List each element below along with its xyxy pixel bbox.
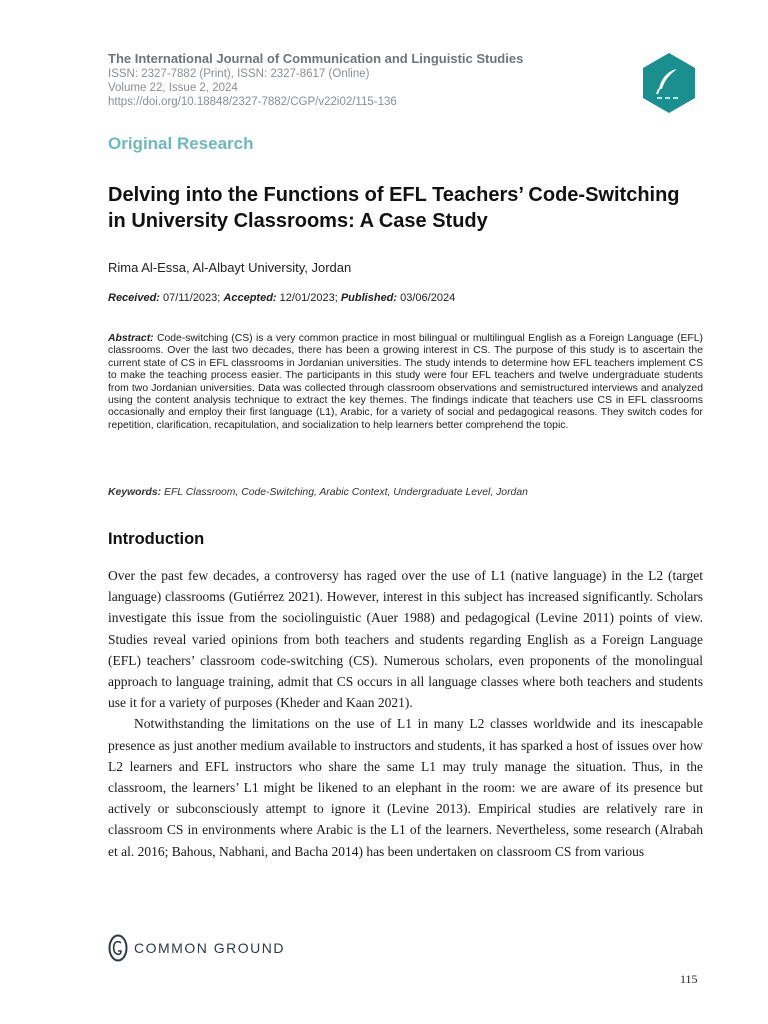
publisher-name: COMMON GROUND — [134, 940, 285, 956]
journal-issn: ISSN: 2327-7882 (Print), ISSN: 2327-8617 (Online) — [108, 68, 370, 80]
author-affiliation: Rima Al-Essa, Al-Albayt University, Jordan — [108, 260, 352, 275]
abstract — [108, 333, 703, 432]
publisher-logo — [108, 934, 285, 962]
received-label: Received: — [108, 292, 160, 304]
keywords — [108, 487, 703, 498]
intro-paragraph-1: Over the past few decades, a controversy has raged over the use of L1 (native language) in the L2 (target language) classrooms (Gutiérrez 2021). However, interest in this subject has increased significantly. Scholars investigate this issue from the sociolinguistic (Auer 1988) and pedagogical (Levine 2011) points of view. Studies reveal varied opinions from both teachers and students regarding English as a Foreign Language (EFL) teachers’ classroom code-switching (CS). Numerous scholars, even proponents of the monolingual approach to language training, admit that CS occurs in all language classes where both teachers and students use it for a variety of purposes (Kheder and Kaan 2021). — [108, 568, 703, 711]
introduction-body — [108, 565, 703, 862]
journal-header — [108, 51, 608, 109]
journal-volume: Volume 22, Issue 2, 2024 — [108, 82, 238, 94]
keywords-label: Keywords: — [108, 487, 162, 498]
section-label: Original Research — [108, 134, 254, 153]
keywords-text: EFL Classroom, Code-Switching, Arabic Context, Undergraduate Level, Jordan — [164, 487, 528, 498]
journal-title: The International Journal of Communication and Linguistic Studies — [108, 51, 524, 66]
common-ground-icon — [108, 934, 128, 962]
abstract-label: Abstract: — [108, 333, 154, 344]
published-date: 03/06/2024 — [400, 292, 456, 304]
published-label: Published: — [340, 292, 398, 304]
introduction-heading: Introduction — [108, 530, 205, 548]
journal-logo-quill-icon — [637, 51, 701, 115]
accepted-label: Accepted: — [223, 292, 277, 304]
abstract-text: Code-switching (CS) is a very common practice in most bilingual or multilingual English as a Foreign Language (EFL) classrooms. Over the last two decades, there has been a growing interest in CS. The purpose of this study is to ascertain the current state of CS in EFL classrooms in Jordanian universities. The study intends to determine how EFL teachers implement CS to make the teaching process easier. The participants in this study were four EFL teachers and twelve undergraduate students from two Jordanian universities. Data was collected through classroom observations and semistructured interviews and analyzed using the content analysis technique to extract the key themes. The findings indicate that teachers use CS in EFL classrooms occasionally and employ their first language (L1), Arabic, for a variety of social and pedagogical reasons. They switch codes for repetition, clarification, recapitulation, and socialization to help learners better comprehend the topic. — [108, 333, 703, 431]
intro-paragraph-2: Notwithstanding the limitations on the use of L1 in many L2 classes worldwide and its inescapable presence as just another medium available to instructors and students, it has sparked a host of issues over how L2 learners and EFL instructors who share the same L1 may truly manage the situation. Thus, in the classroom, the learners’ L1 might be likened to an elephant in the room: we are aware of its presence but actively or subconsciously attempt to ignore it (Levine 2013). Empirical studies are relatively rare in classroom CS in environments where Arabic is the L1 of the learners. Nevertheless, some research (Alrabah et al. 2016; Bahous, Nabhani, and Bacha 2014) has been undertaken on classroom CS from various — [108, 716, 703, 859]
accepted-date: 12/01/2023; — [279, 292, 338, 304]
page-number: 115 — [680, 972, 698, 986]
article-title: Delving into the Functions of EFL Teachers’ Code-Switching in University Classrooms: A Case Study — [108, 184, 680, 232]
received-date: 07/11/2023; — [163, 292, 221, 304]
publication-dates — [108, 292, 455, 304]
journal-doi[interactable]: https://doi.org/10.18848/2327-7882/CGP/v22i02/115-136 — [108, 96, 397, 108]
